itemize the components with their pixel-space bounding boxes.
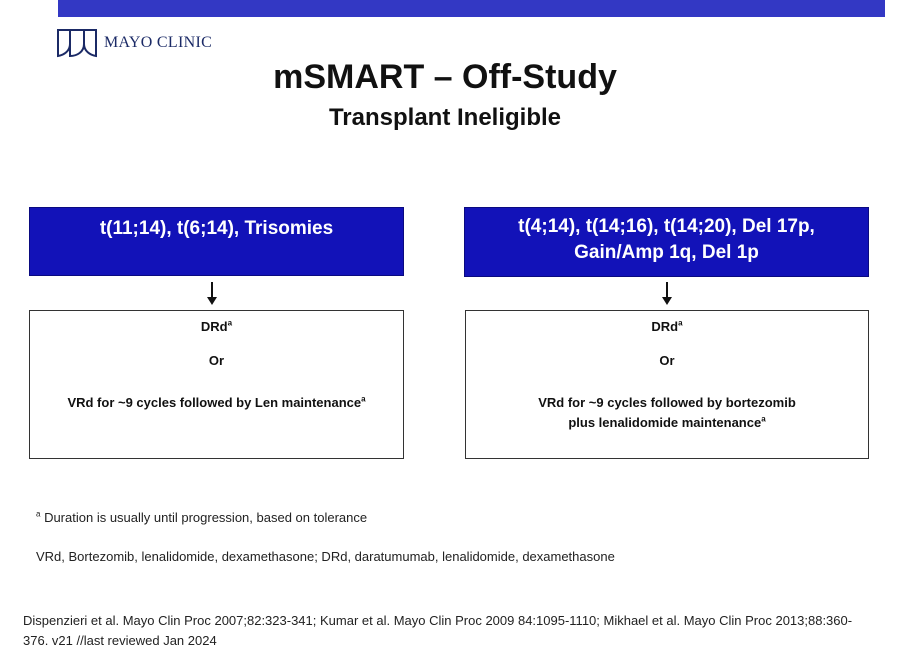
treatment-box-standard-risk — [29, 310, 404, 459]
page-title: mSMART – Off-Study — [273, 58, 617, 96]
logo-text: MAYO CLINIC — [104, 34, 213, 51]
down-arrow-icon — [206, 282, 218, 306]
abbreviations: VRd, Bortezomib, lenalidomide, dexamethasone; DRd, daratumumab, lenalidomide, dexamethasone — [36, 549, 615, 564]
or-label: Or — [659, 353, 675, 368]
or-label: Or — [208, 353, 225, 368]
mayo-shield-logo-icon — [56, 28, 98, 58]
page-subtitle: Transplant Ineligible — [328, 104, 562, 131]
down-arrow-icon — [661, 282, 673, 306]
top-accent-bar — [58, 0, 885, 17]
header-line: t(4;14), t(14;16), t(14;20), Del 17p, — [518, 216, 815, 237]
footnote: $^a$ Duration is usually until progression, based on tolerance — [36, 509, 368, 525]
citation: Dispenzieri et al. Mayo Clin Proc 2007;82:323-341; Kumar et al. Mayo Clin Proc 2009 84:1095-1110; Mikhael et al. Mayo Clin Proc 2013;88:360-376. v21 //last reviewed Jan 2024 — [23, 613, 853, 648]
header-line: t(11;14), t(6;14), Trisomies — [99, 218, 334, 239]
option-drd: DRd$^a$ — [200, 318, 233, 334]
option-drd: DRd$^a$ — [651, 318, 683, 334]
treatment-box-high-risk — [465, 310, 869, 459]
header-box-high-risk — [464, 207, 869, 277]
option-vrd: VRd for ~9 cycles followed by Len maintenance$^a$ — [67, 394, 366, 410]
header-line: Gain/Amp 1q, Del 1p — [574, 242, 759, 263]
mayo-clinic-logo — [56, 26, 212, 60]
option-vrd: VRd for ~9 cycles followed by bortezomib plus lenalidomide maintenance$^a$ — [538, 395, 796, 430]
header-box-standard-risk — [29, 207, 404, 276]
